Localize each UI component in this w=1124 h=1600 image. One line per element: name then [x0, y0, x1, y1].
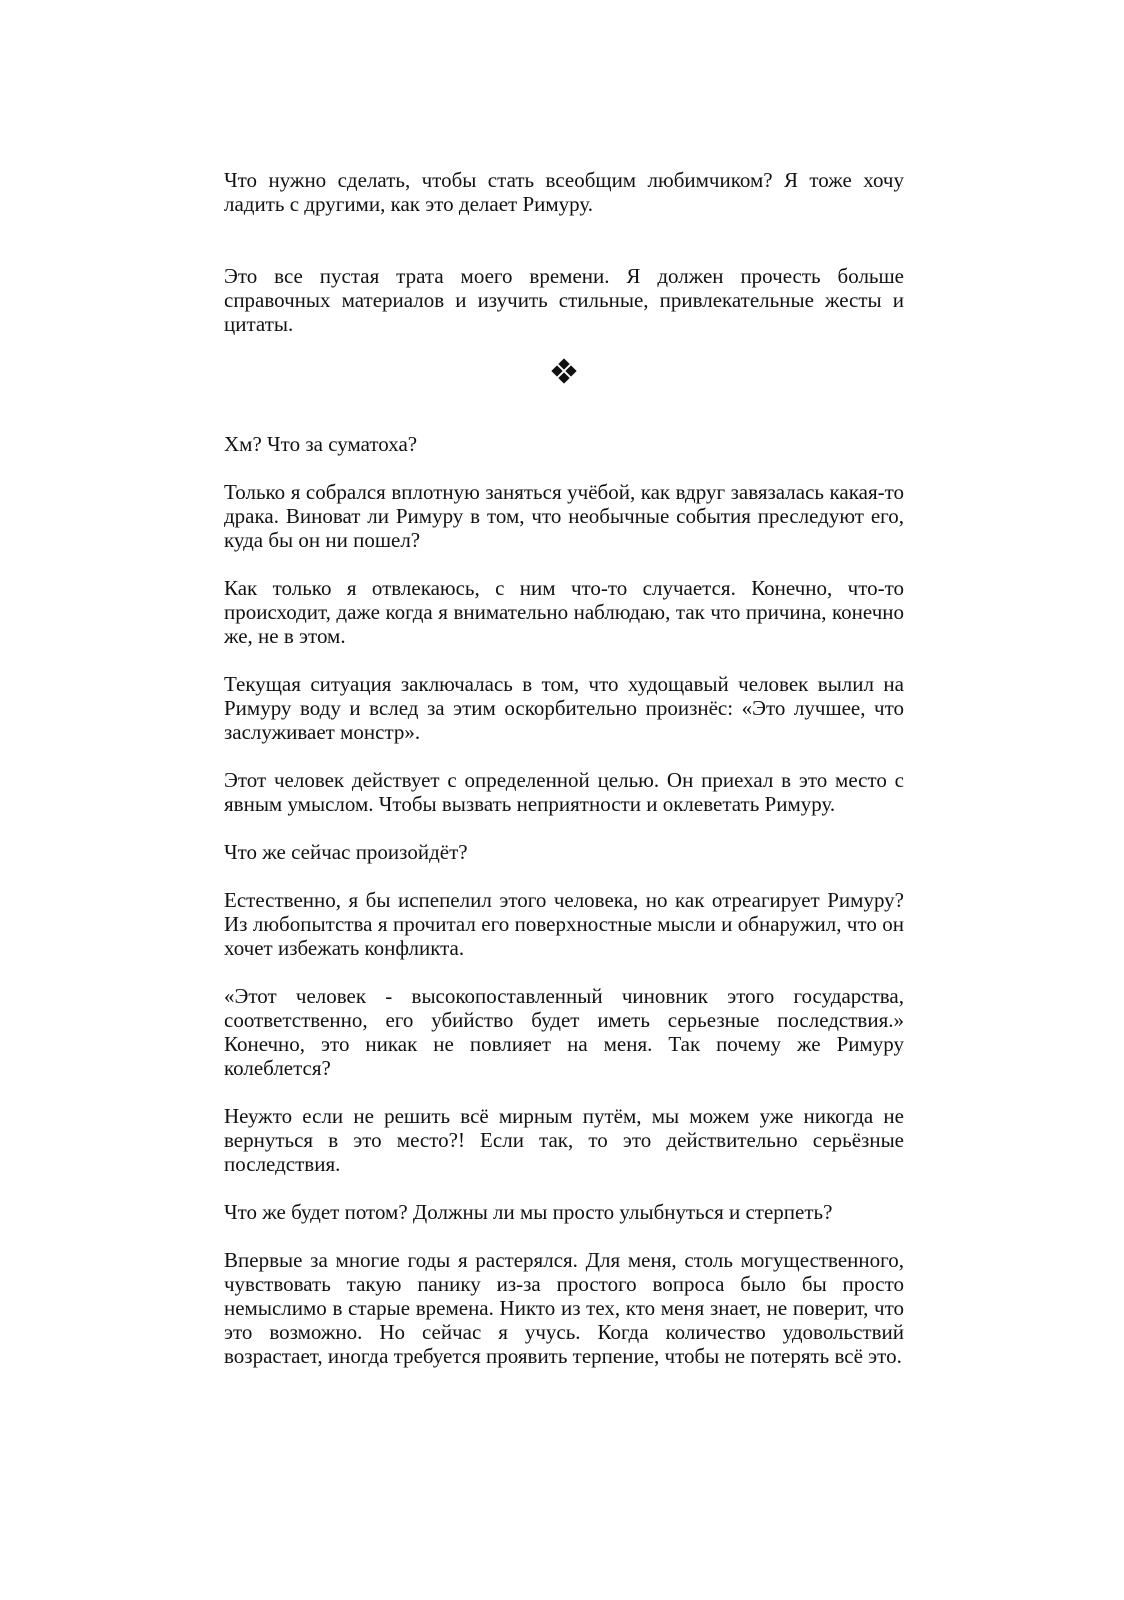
paragraph: Текущая ситуация заключалась в том, что худощавый человек вылил на Римуру воду и вслед за этим оскорбительно произнёс: «Это лучшее, что заслуживает монстр». [224, 672, 904, 744]
paragraph: Естественно, я бы испепелил этого человека, но как отреагирует Римуру? Из любопытства я прочитал его поверхностные мысли и обнаружил, что он хочет избежать конфликта. [224, 888, 904, 960]
paragraph: Неужто если не решить всё мирным путём, мы можем уже никогда не вернуться в это место?! Если так, то это действительно серьёзные последствия. [224, 1104, 904, 1176]
paragraph: Впервые за многие годы я растерялся. Для меня, столь могущественного, чувствовать такую панику из-за простого вопроса было бы просто немыслимо в старые времена. Никто из тех, кто меня знает, не поверит, что это возможно. Но сейчас я учусь. Когда количество удовольствий возрастает, иногда требуется проявить терпение, чтобы не потерять всё это. [224, 1248, 904, 1368]
four-diamonds-ornament-icon [553, 360, 575, 382]
paragraph-spacer [224, 240, 904, 264]
section-divider [224, 360, 904, 384]
paragraph: Как только я отвлекаюсь, с ним что-то случается. Конечно, что-то происходит, даже когда я внимательно наблюдаю, так что причина, конечно же, не в этом. [224, 576, 904, 648]
document-page [224, 168, 904, 1392]
paragraph: Что же сейчас произойдёт? [224, 840, 468, 864]
paragraph: Этот человек действует с определенной целью. Он приехал в это место с явным умыслом. Чтобы вызвать неприятности и оклеветать Римуру. [224, 768, 904, 816]
paragraph: Это все пустая трата моего времени. Я должен прочесть больше справочных материалов и изучить стильные, привлекательные жесты и цитаты. [224, 264, 904, 336]
paragraph: «Этот человек - высокопоставленный чиновник этого государства, соответственно, его убийство будет иметь серьезные последствия.» Конечно, это никак не повлияет на меня. Так почему же Римуру колеблется? [224, 984, 904, 1080]
paragraph: Только я собрался вплотную заняться учёбой, как вдруг завязалась какая-то драка. Виноват ли Римуру в том, что необычные события преследуют его, куда бы он ни пошел? [224, 480, 904, 552]
paragraph: Что же будет потом? Должны ли мы просто улыбнуться и стерпеть? [224, 1200, 833, 1224]
paragraph: Хм? Что за суматоха? [224, 432, 418, 456]
paragraph: Что нужно сделать, чтобы стать всеобщим любимчиком? Я тоже хочу ладить с другими, как это делает Римуру. [224, 168, 904, 216]
paragraph-spacer [224, 408, 904, 432]
